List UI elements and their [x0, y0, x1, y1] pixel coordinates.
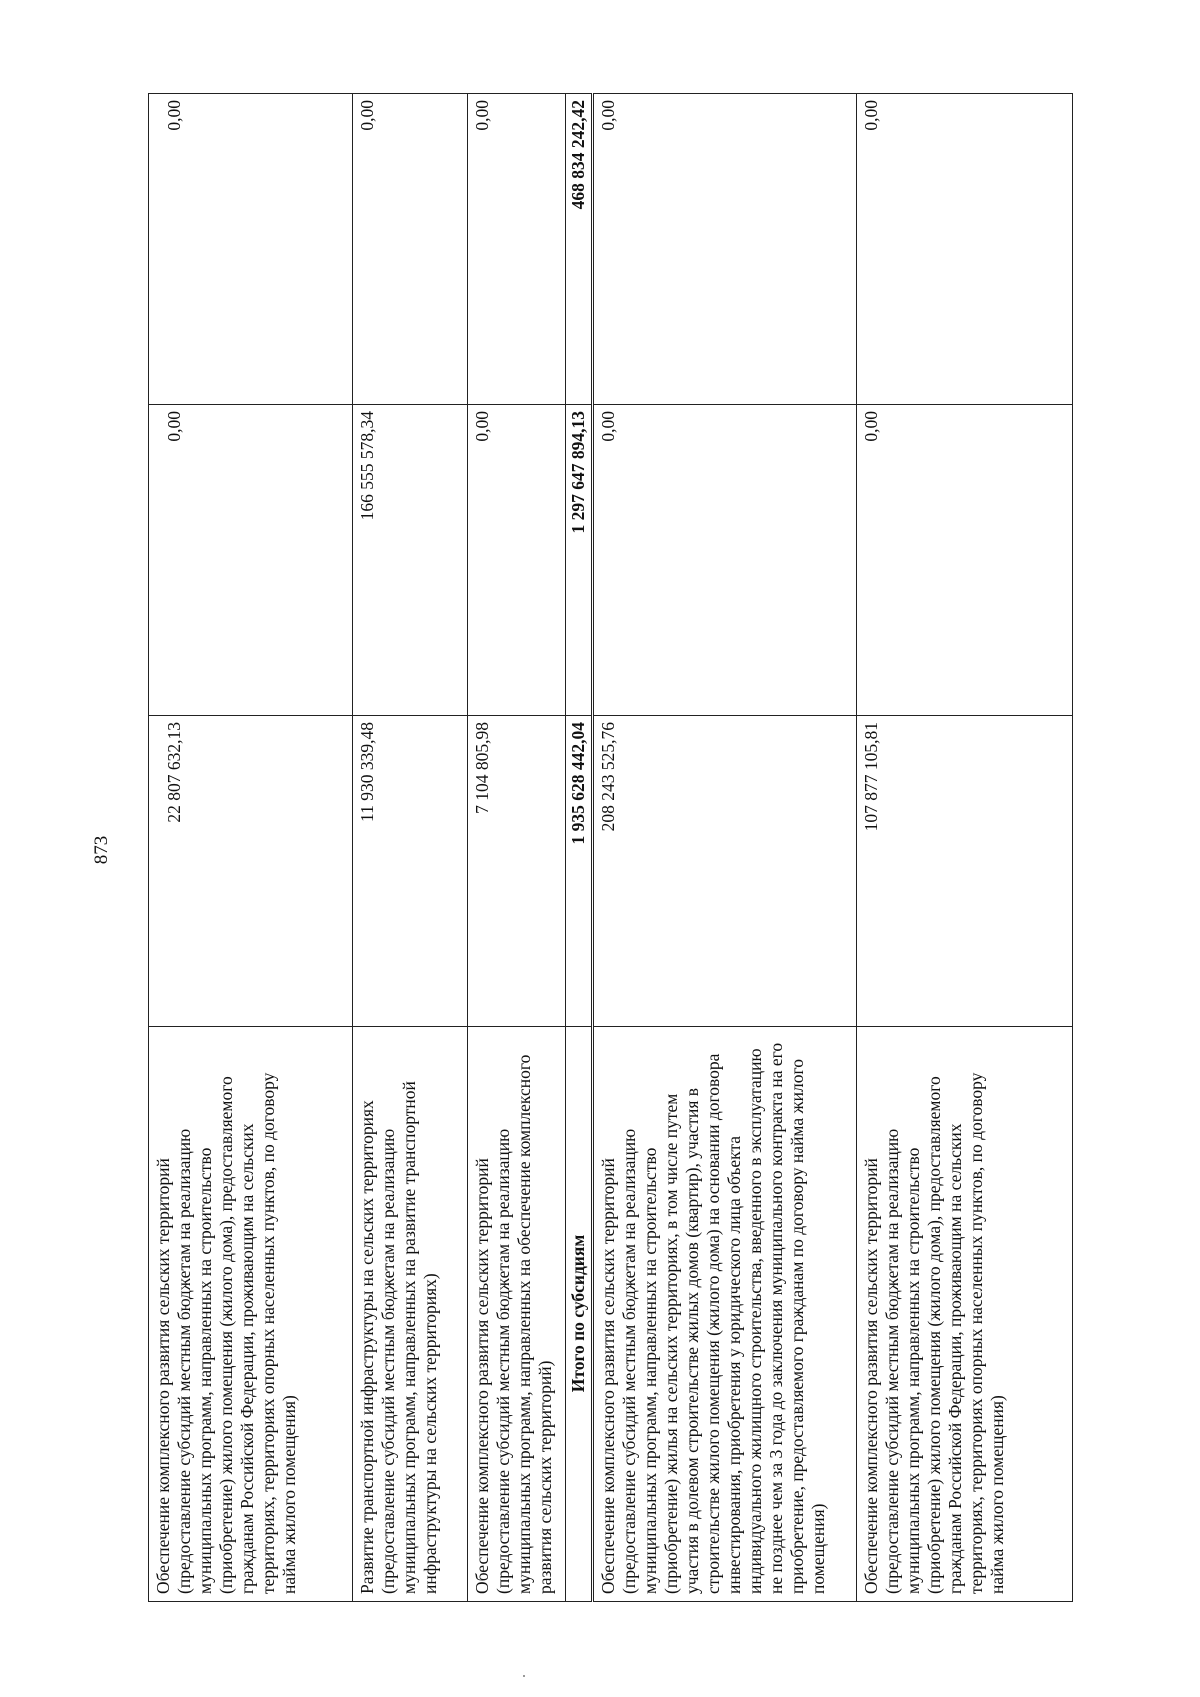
row-value-3: 0,00	[149, 94, 353, 405]
row-value-2: 0,00	[468, 405, 566, 716]
row-value-2: 166 555 578,34	[353, 405, 468, 716]
row-value-3: 0,00	[468, 94, 566, 405]
row-value-2: 0,00	[593, 405, 857, 716]
row-description: Обеспечение комплексного развития сельских территорий (предоставление субсидий местным бюджетам на реализацию муниципальных программ, направленных на строительство (приобретение) жилья на сельских территориях, в том числе путем участия в долевом строительстве жилых домов (квартир), участия в строительстве жилого помещения (жилого дома) на основании договора инвестирования, приобретения у юридического лица объекта индивидуального жилищного строительства, введенного в эксплуатацию не позднее чем за 3 года до заключения муниципального контракта на его приобретение, предоставляемого гражданам по договору найма жилого помещения)	[593, 1027, 857, 1602]
scan-speck	[523, 1675, 525, 1677]
row-value-3: 0,00	[857, 94, 1073, 405]
row-value-3: 0,00	[593, 94, 857, 405]
total-row	[566, 94, 593, 1602]
row-value-1: 11 930 339,48	[353, 716, 468, 1027]
total-value-3: 468 834 242,42	[566, 94, 593, 405]
row-description: Обеспечение комплексного развития сельских территорий (предоставление субсидий местным бюджетам на реализацию муниципальных программ, направленных на строительство (приобретение) жилого помещения (жилого дома), предоставляемого гражданам Российской Федерации, проживающим на сельских территориях, территориях опорных населенных пунктов, по договору найма жилого помещения)	[857, 1027, 1073, 1602]
page-number: 873	[91, 835, 112, 865]
table-row	[593, 94, 857, 1602]
table-row	[149, 94, 353, 1602]
rotated-table-container	[148, 93, 1071, 1602]
total-label: Итого по субсидиям	[566, 1027, 593, 1602]
row-description: Обеспечение комплексного развития сельских территорий (предоставление субсидий местным бюджетам на реализацию муниципальных программ, направленных на строительство (приобретение) жилого помещения (жилого дома), предоставляемого гражданам Российской Федерации, проживающим на сельских территориях, территориях опорных населенных пунктов, по договору найма жилого помещения)	[149, 1027, 353, 1602]
row-value-1: 22 807 632,13	[149, 716, 353, 1027]
row-value-3: 0,00	[353, 94, 468, 405]
table-row	[353, 94, 468, 1602]
row-description: Обеспечение комплексного развития сельских территорий (предоставление субсидий местным бюджетам на реализацию муниципальных программ, направленных на обеспечение комплексного развития сельских территорий)	[468, 1027, 566, 1602]
row-value-1: 7 104 805,98	[468, 716, 566, 1027]
table-row	[857, 94, 1073, 1602]
row-value-2: 0,00	[149, 405, 353, 716]
row-value-2: 0,00	[857, 405, 1073, 716]
row-description: Развитие транспортной инфраструктуры на сельских территориях (предоставление субсидий местным бюджетам на реализацию муниципальных программ, направленных на развитие транспортной инфраструктуры на сельских территориях)	[353, 1027, 468, 1602]
row-value-1: 107 877 105,81	[857, 716, 1073, 1027]
total-value-2: 1 297 647 894,13	[566, 405, 593, 716]
subsidies-table	[148, 93, 1073, 1602]
total-value-1: 1 935 628 442,04	[566, 716, 593, 1027]
row-value-1: 208 243 525,76	[593, 716, 857, 1027]
table-row	[468, 94, 566, 1602]
